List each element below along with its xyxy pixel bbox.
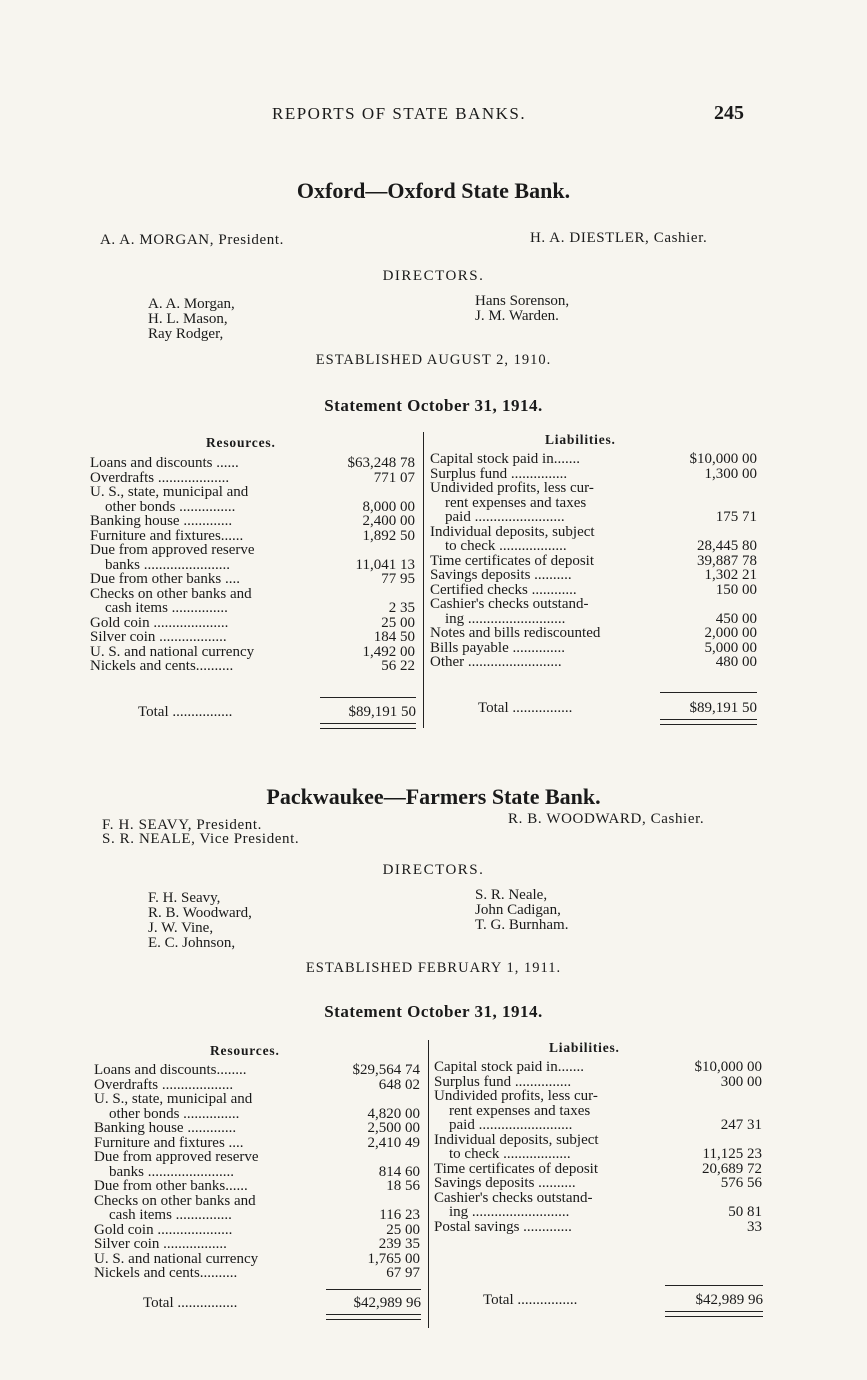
line-item-amount: 2,400 00: [362, 513, 415, 529]
liability-row: [430, 597, 757, 612]
line-item-label: Bills payable ..............: [430, 640, 565, 655]
line-item-label: rent expenses and taxes: [430, 495, 587, 510]
director-name: John Cadigan,: [475, 902, 561, 918]
liability-row: [434, 1162, 762, 1177]
liability-row: [434, 1089, 762, 1104]
line-item-label: Due from other banks......: [94, 1179, 248, 1194]
resource-row: [94, 1121, 420, 1136]
line-item-label: Banking house .............: [90, 514, 233, 529]
liabilities-total-row: [478, 700, 757, 717]
liabilities-list: [430, 452, 757, 670]
resource-row: [90, 616, 415, 631]
resource-row: [90, 572, 415, 587]
column-divider: [423, 432, 424, 728]
line-item-label: Due from approved reserve: [94, 1150, 259, 1165]
line-item-amount: 11,041 13: [355, 556, 415, 573]
directors-heading: DIRECTORS.: [382, 268, 485, 284]
line-item-label: Time certificates of deposit: [434, 1161, 598, 1176]
line-item-amount: 39,887 78: [697, 552, 757, 569]
line-item-label: Surplus fund ...............: [430, 466, 568, 481]
total-label: Total ................: [478, 700, 573, 716]
bank-title: Packwaukee—Farmers State Bank.: [266, 784, 601, 809]
liability-row: [430, 510, 757, 525]
liability-row: [430, 612, 757, 627]
line-item-label: Other .........................: [430, 655, 562, 670]
director-name: Ray Rodger,: [148, 326, 224, 342]
resources-list: [94, 1063, 420, 1281]
total-label: Total ................: [138, 704, 233, 720]
resource-row: [94, 1237, 420, 1252]
line-item-label: Gold coin ....................: [90, 615, 229, 630]
line-item-label: paid ........................: [430, 510, 565, 525]
director-name: J. M. Warden.: [475, 308, 559, 324]
liabilities-sum-rule: [660, 692, 757, 693]
resource-row: [90, 514, 415, 529]
resource-row: [94, 1078, 420, 1093]
running-header: [0, 104, 867, 128]
resource-row: [90, 630, 415, 645]
resources-heading: Resources.: [206, 435, 276, 450]
resources-total-row: [138, 704, 416, 721]
liability-row: [430, 525, 757, 540]
line-item-label: Cashier's checks outstand-: [434, 1190, 593, 1205]
line-item-label: U. S., state, municipal and: [94, 1092, 253, 1107]
liability-row: [430, 481, 757, 496]
line-item-label: Gold coin ....................: [94, 1222, 233, 1237]
director-name: S. R. Neale,: [475, 887, 548, 903]
line-item-label: Postal savings .............: [434, 1219, 572, 1234]
line-item-label: rent expenses and taxes: [434, 1103, 591, 1118]
resource-row: [94, 1165, 420, 1180]
line-item-amount: 648 02: [378, 1076, 420, 1093]
line-item-amount: 300 00: [720, 1073, 762, 1090]
line-item-label: Cashier's checks outstand-: [430, 597, 589, 612]
liability-row: [430, 467, 757, 482]
line-item-amount: $10,000 00: [689, 451, 757, 467]
director-name: T. G. Burnham.: [475, 917, 569, 933]
liability-row: [434, 1133, 762, 1148]
page-number: 245: [714, 102, 744, 124]
resources-heading: Resources.: [210, 1043, 280, 1058]
line-item-label: Undivided profits, less cur-: [430, 481, 594, 496]
line-item-label: Furniture and fixtures......: [90, 528, 244, 543]
total-label: Total ................: [483, 1292, 578, 1308]
resource-row: [94, 1179, 420, 1194]
line-item-amount: 56 22: [381, 658, 415, 674]
liability-row: [434, 1220, 762, 1235]
line-item-amount: 50 81: [728, 1204, 762, 1220]
line-item-label: Silver coin ..................: [90, 630, 227, 645]
line-item-label: Individual deposits, subject: [430, 524, 595, 539]
liabilities-heading: Liabilities.: [549, 1040, 620, 1055]
liabilities-double-rule: [665, 1311, 763, 1317]
line-item-amount: 480 00: [715, 654, 757, 670]
line-item-amount: 239 35: [378, 1236, 420, 1252]
resources-double-rule: [326, 1314, 421, 1320]
line-item-label: Capital stock paid in.......: [430, 452, 580, 467]
resource-row: [94, 1150, 420, 1165]
cashier: H. A. DIESTLER, Cashier.: [530, 230, 708, 246]
resource-row: [94, 1266, 420, 1281]
resource-row: [90, 471, 415, 486]
line-item-label: Time certificates of deposit: [430, 553, 594, 568]
line-item-label: Overdrafts ...................: [94, 1077, 234, 1092]
liability-row: [434, 1104, 762, 1119]
president: F. H. SEAVY, President.: [102, 817, 262, 833]
line-item-amount: 1,765 00: [367, 1250, 420, 1267]
director-name: F. H. Seavy,: [148, 890, 221, 906]
line-item-label: Due from approved reserve: [90, 543, 255, 558]
line-item-amount: 2,410 49: [367, 1134, 420, 1151]
line-item-amount: 450 00: [715, 610, 757, 627]
directors-heading: DIRECTORS.: [382, 862, 485, 878]
vice-president: S. R. NEALE, Vice President.: [102, 831, 300, 847]
resources-sum-rule: [320, 697, 416, 698]
line-item-amount: 175 71: [715, 509, 757, 525]
liability-row: [430, 568, 757, 583]
resource-row: [90, 456, 415, 471]
line-item-label: to check ..................: [434, 1147, 571, 1162]
resource-row: [94, 1063, 420, 1078]
resources-total: $42,989 96: [353, 1295, 421, 1311]
resource-row: [94, 1223, 420, 1238]
line-item-label: Banking house .............: [94, 1121, 237, 1136]
resources-total: $89,191 50: [348, 704, 416, 720]
liabilities-list: [434, 1060, 762, 1234]
line-item-label: Loans and discounts........: [94, 1063, 247, 1078]
line-item-label: Certified checks ............: [430, 582, 577, 597]
director-name: E. C. Johnson,: [148, 935, 236, 951]
resource-row: [90, 601, 415, 616]
line-item-amount: $29,564 74: [352, 1062, 420, 1078]
resource-row: [90, 500, 415, 515]
line-item-label: Checks on other banks and: [90, 586, 252, 601]
resource-row: [94, 1092, 420, 1107]
liabilities-total-row: [483, 1292, 763, 1309]
cashier: R. B. WOODWARD, Cashier.: [508, 811, 705, 827]
liability-row: [430, 641, 757, 656]
bank-title: Oxford—Oxford State Bank.: [296, 178, 571, 203]
liability-row: [430, 554, 757, 569]
line-item-amount: 25 00: [386, 1221, 420, 1238]
liability-row: [430, 655, 757, 670]
liability-row: [434, 1176, 762, 1191]
resource-row: [90, 485, 415, 500]
line-item-label: Loans and discounts ......: [90, 456, 239, 471]
liabilities-heading: Liabilities.: [545, 432, 616, 447]
line-item-label: Savings deposits ..........: [434, 1176, 576, 1191]
line-item-amount: 4,820 00: [367, 1105, 420, 1122]
line-item-amount: 25 00: [381, 614, 415, 631]
line-item-amount: 1,492 00: [362, 643, 415, 660]
line-item-amount: 11,125 23: [702, 1146, 762, 1162]
line-item-label: banks .......................: [94, 1164, 234, 1179]
line-item-label: Individual deposits, subject: [434, 1132, 599, 1147]
line-item-label: U. S. and national currency: [90, 644, 255, 659]
line-item-amount: 8,000 00: [362, 498, 415, 515]
line-item-label: Silver coin .................: [94, 1237, 227, 1252]
directors-left: [148, 891, 252, 951]
line-item-amount: 33: [747, 1218, 762, 1235]
line-item-label: U. S. and national currency: [94, 1251, 259, 1266]
resource-row: [90, 645, 415, 660]
resource-row: [94, 1194, 420, 1209]
directors-right: [475, 888, 568, 933]
liability-row: [434, 1147, 762, 1162]
resource-row: [90, 587, 415, 602]
line-item-amount: 1,892 50: [362, 527, 415, 544]
established-date: ESTABLISHED FEBRUARY 1, 1911.: [305, 960, 562, 976]
president: A. A. MORGAN, President.: [100, 232, 284, 248]
liability-row: [430, 539, 757, 554]
line-item-amount: 77 95: [381, 571, 415, 587]
line-item-amount: 28,445 80: [697, 538, 757, 554]
line-item-label: cash items ...............: [90, 601, 228, 616]
directors-right: [475, 294, 569, 324]
total-label: Total ................: [143, 1295, 238, 1311]
line-item-amount: 5,000 00: [704, 639, 757, 656]
director-name: H. L. Mason,: [148, 311, 228, 327]
line-item-label: cash items ...............: [94, 1208, 232, 1223]
liability-row: [434, 1205, 762, 1220]
line-item-label: U. S., state, municipal and: [90, 485, 249, 500]
line-item-label: Capital stock paid in.......: [434, 1060, 584, 1075]
line-item-label: Notes and bills rediscounted: [430, 626, 601, 641]
line-item-amount: 2,500 00: [367, 1120, 420, 1136]
line-item-label: Furniture and fixtures ....: [94, 1135, 244, 1150]
line-item-amount: 576 56: [720, 1175, 762, 1191]
line-item-label: to check ..................: [430, 539, 567, 554]
liability-row: [434, 1191, 762, 1206]
line-item-label: other bonds ...............: [94, 1106, 240, 1121]
director-name: A. A. Morgan,: [148, 296, 235, 312]
line-item-label: ing ..........................: [434, 1205, 570, 1220]
statement-date: Statement October 31, 1914.: [324, 396, 543, 415]
statement-date: Statement October 31, 1914.: [324, 1002, 543, 1021]
line-item-label: Overdrafts ...................: [90, 470, 230, 485]
line-item-amount: 1,300 00: [704, 465, 757, 482]
line-item-amount: 116 23: [379, 1207, 420, 1223]
line-item-label: Surplus fund ...............: [434, 1074, 572, 1089]
line-item-amount: $63,248 78: [347, 455, 415, 471]
resource-row: [90, 543, 415, 558]
line-item-amount: $10,000 00: [694, 1059, 762, 1075]
resource-row: [94, 1107, 420, 1122]
resource-row: [90, 529, 415, 544]
liability-row: [434, 1060, 762, 1075]
line-item-amount: 150 00: [715, 581, 757, 598]
line-item-label: other bonds ...............: [90, 499, 236, 514]
line-item-label: Due from other banks ....: [90, 572, 240, 587]
line-item-label: ing ..........................: [430, 611, 566, 626]
resource-row: [90, 659, 415, 674]
liabilities-total: $42,989 96: [695, 1292, 763, 1308]
column-divider: [428, 1040, 429, 1328]
liability-row: [434, 1075, 762, 1090]
directors-left: [148, 297, 235, 342]
liabilities-double-rule: [660, 719, 757, 725]
line-item-label: paid .........................: [434, 1118, 573, 1133]
liability-row: [430, 452, 757, 467]
line-item-label: Undivided profits, less cur-: [434, 1089, 598, 1104]
director-name: Hans Sorenson,: [475, 293, 570, 309]
line-item-amount: 814 60: [378, 1163, 420, 1180]
running-title: REPORTS OF STATE BANKS.: [272, 104, 527, 123]
line-item-amount: 67 97: [386, 1265, 420, 1281]
line-item-label: banks .......................: [90, 557, 230, 572]
liability-row: [430, 583, 757, 598]
resource-row: [94, 1252, 420, 1267]
established-date: ESTABLISHED AUGUST 2, 1910.: [315, 352, 552, 368]
line-item-label: Nickels and cents..........: [94, 1266, 238, 1281]
line-item-amount: 18 56: [386, 1178, 420, 1194]
line-item-amount: 2,000 00: [704, 625, 757, 641]
resource-row: [90, 558, 415, 573]
resources-sum-rule: [326, 1289, 421, 1290]
director-name: J. W. Vine,: [148, 920, 214, 936]
line-item-amount: 2 35: [388, 600, 415, 616]
resource-row: [94, 1136, 420, 1151]
liability-row: [434, 1118, 762, 1133]
resources-double-rule: [320, 723, 416, 729]
liabilities-total: $89,191 50: [689, 700, 757, 716]
resources-list: [90, 456, 415, 674]
resources-total-row: [143, 1295, 421, 1312]
line-item-amount: 247 31: [720, 1117, 762, 1133]
liability-row: [430, 626, 757, 641]
liability-row: [430, 496, 757, 511]
liabilities-sum-rule: [665, 1285, 763, 1286]
line-item-label: Nickels and cents..........: [90, 659, 234, 674]
line-item-amount: 184 50: [373, 629, 415, 645]
line-item-amount: 20,689 72: [702, 1160, 762, 1177]
line-item-amount: 771 07: [373, 469, 415, 486]
line-item-amount: 1,302 21: [704, 567, 757, 583]
resource-row: [94, 1208, 420, 1223]
director-name: R. B. Woodward,: [148, 905, 252, 921]
line-item-label: Checks on other banks and: [94, 1193, 256, 1208]
line-item-label: Savings deposits ..........: [430, 568, 572, 583]
